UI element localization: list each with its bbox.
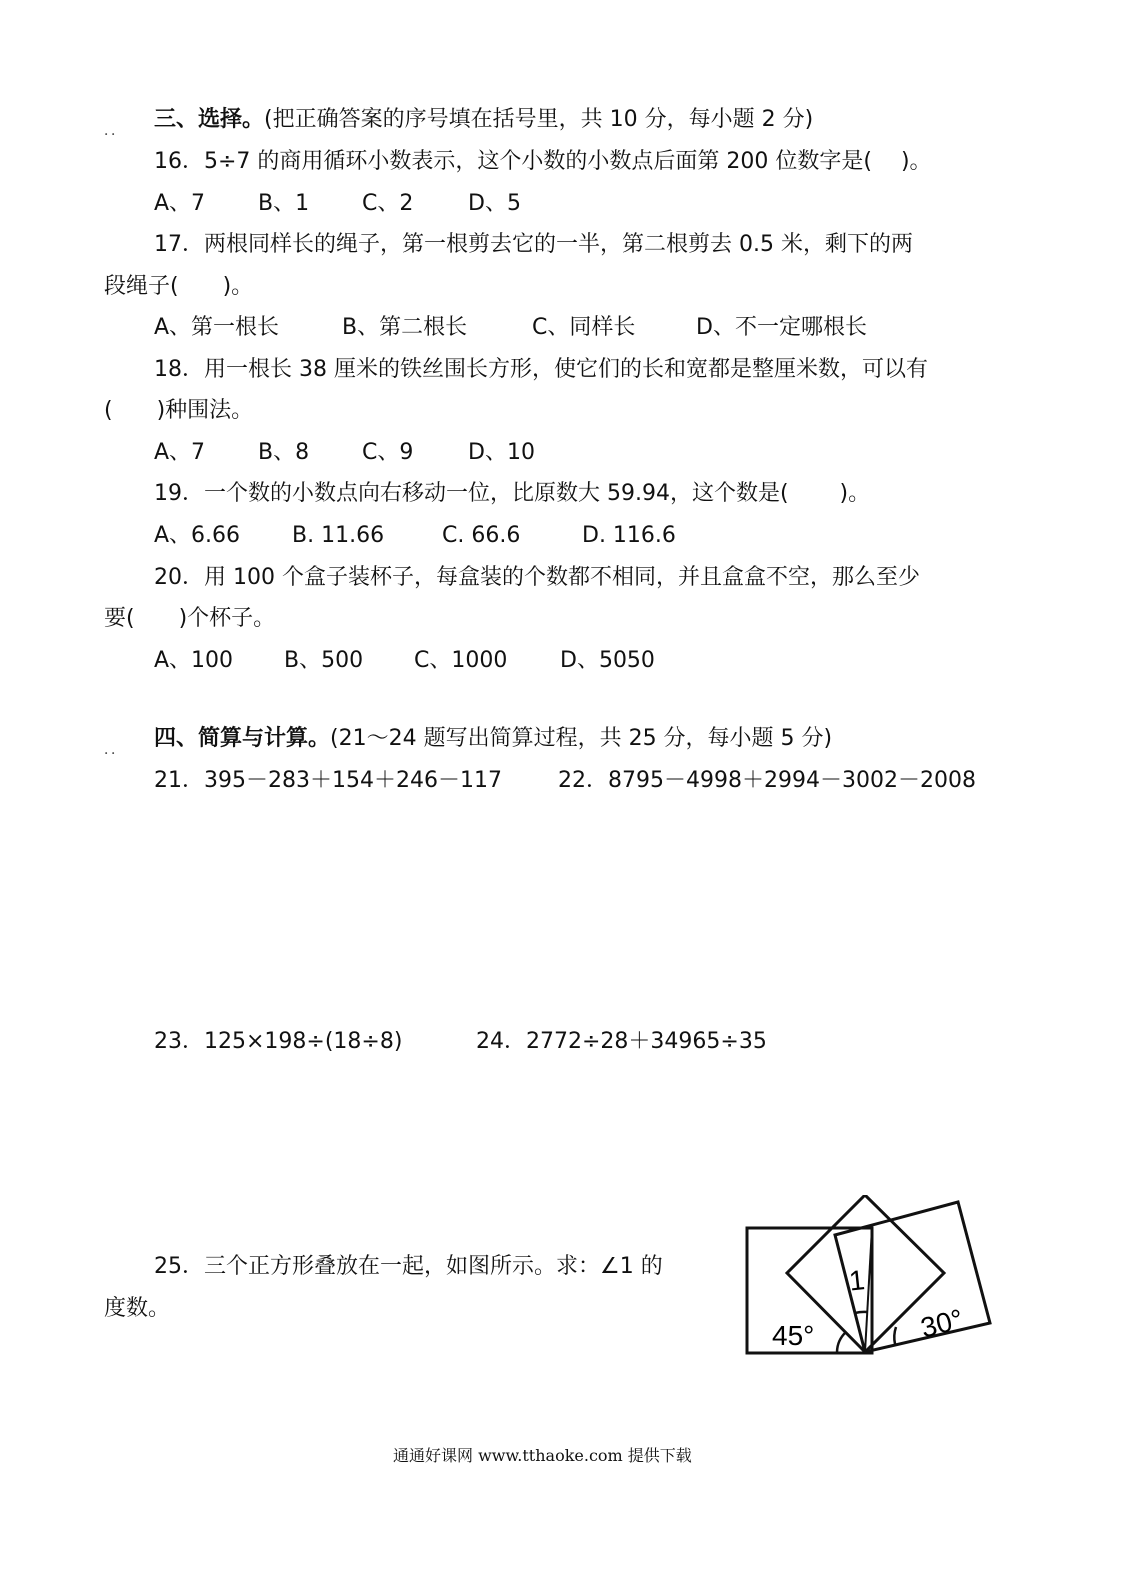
question-18: 18．用一根长 38 厘米的铁丝围长方形，使它们的长和宽都是整厘米数，可以有 xyxy=(154,357,928,382)
question-19: 19．一个数的小数点向右移动一位，比原数大 59.94，这个数是( )。 xyxy=(154,481,871,506)
question-18-cont: ( )种围法。 xyxy=(104,398,254,423)
option: C、同样长 xyxy=(532,315,636,340)
question-20-cont: 要( )个杯子。 xyxy=(104,606,276,631)
option: A、7 xyxy=(154,191,206,216)
option: C、9 xyxy=(362,440,414,465)
question-17-options xyxy=(154,313,867,343)
question-17: 17．两根同样长的绳子，第一根剪去它的一半，第二根剪去 0.5 米，剩下的两 xyxy=(154,232,913,257)
section-3-note: (把正确答案的序号填在括号里，共 10 分，每小题 2 分) xyxy=(264,107,814,132)
option: B、第二根长 xyxy=(342,315,468,340)
option: C. 66.6 xyxy=(442,523,521,548)
question-20: 20．用 100 个盒子装杯子，每盒装的个数都不相同，并且盒盒不空，那么至少 xyxy=(154,565,920,590)
option: D、5050 xyxy=(560,648,655,673)
section-4-note: (21～24 题写出简算过程，共 25 分，每小题 5 分) xyxy=(330,726,833,751)
section-4-heading: 四、简算与计算。 xyxy=(154,726,331,751)
angle-45-arc xyxy=(837,1332,846,1352)
option: B、500 xyxy=(284,648,364,673)
three-squares-figure xyxy=(745,1195,995,1360)
margin-mark: ．． xyxy=(104,742,125,758)
option: A、100 xyxy=(154,648,234,673)
question-18-options xyxy=(154,438,535,468)
label-45: 45° xyxy=(772,1320,815,1351)
question-16: 16．5÷7 的商用循环小数表示，这个小数的小数点后面第 200 位数字是( )。 xyxy=(154,149,932,174)
question-21: 21．395－283＋154＋246－117 xyxy=(154,768,502,793)
option: B、8 xyxy=(258,440,310,465)
page-footer: 通通好课网 www.tthaoke.com 提供下载 xyxy=(393,1446,692,1465)
option: A、7 xyxy=(154,440,206,465)
question-23: 23．125×198÷(18÷8) xyxy=(154,1029,403,1054)
section-4-header xyxy=(154,724,832,754)
option: D、5 xyxy=(468,191,521,216)
option: A、6.66 xyxy=(154,523,241,548)
option: D. 116.6 xyxy=(582,523,676,548)
question-19-options xyxy=(154,521,676,551)
label-30: 30° xyxy=(917,1303,967,1344)
question-24: 24．2772÷28＋34965÷35 xyxy=(476,1029,767,1054)
section-3-header xyxy=(154,105,813,135)
option: C、2 xyxy=(362,191,414,216)
option: C、1000 xyxy=(414,648,508,673)
option: B、1 xyxy=(258,191,310,216)
question-25: 25．三个正方形叠放在一起，如图所示。求：∠1 的 xyxy=(154,1254,663,1279)
option: B. 11.66 xyxy=(292,523,385,548)
margin-mark: ．． xyxy=(104,123,125,139)
question-20-options xyxy=(154,646,655,676)
angle-1-arc xyxy=(855,1312,867,1313)
label-1: 1 xyxy=(847,1264,867,1297)
option: D、10 xyxy=(468,440,535,465)
question-25-cont: 度数。 xyxy=(104,1296,171,1321)
section-3-heading: 三、选择。 xyxy=(154,107,265,132)
question-17-cont: 段绳子( )。 xyxy=(104,274,254,299)
angle-30-arc xyxy=(894,1327,896,1344)
option: A、第一根长 xyxy=(154,315,280,340)
question-16-options xyxy=(154,189,521,219)
question-22: 22．8795－4998＋2994－3002－2008 xyxy=(558,768,976,793)
option: D、不一定哪根长 xyxy=(696,315,867,340)
